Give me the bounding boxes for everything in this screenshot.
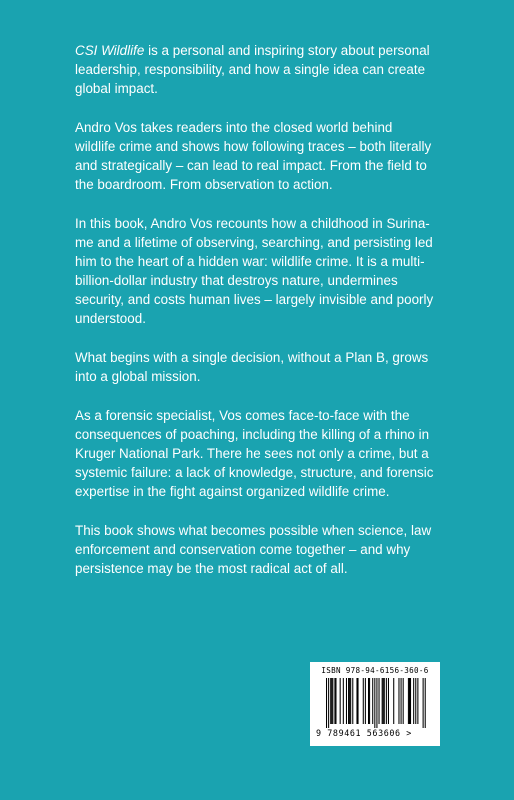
barcode-bar (393, 678, 394, 724)
barcode-bar (388, 678, 389, 724)
text-line: understood. (75, 311, 146, 326)
blurb-paragraph-2 (75, 118, 475, 194)
barcode-bar (335, 678, 336, 724)
barcode-bar (408, 678, 409, 724)
barcode-bar (398, 678, 399, 724)
barcode-bar (425, 678, 426, 728)
barcode-bar (368, 678, 369, 724)
barcode-bar (369, 678, 370, 724)
barcode-bar (331, 678, 332, 724)
text-line: and strategically – can lead to real impact. From the field to (75, 158, 427, 173)
barcode-bar (356, 678, 357, 724)
barcode-bar (374, 678, 375, 728)
text-line: leadership, responsibility, and how a single idea can create (75, 62, 426, 77)
barcode-bar (376, 678, 377, 728)
barcode-bar (365, 678, 366, 724)
blurb-paragraph-1 (75, 41, 475, 98)
barcode-bar (332, 678, 333, 724)
barcode-bar (346, 678, 347, 724)
text-line: What begins with a single decision, without a Plan B, grows (75, 350, 429, 365)
back-cover-blurb (75, 41, 475, 598)
text-line: This book shows what becomes possible when science, law (75, 523, 432, 538)
text-line: Andro Vos takes readers into the closed world behind (75, 120, 393, 135)
text-line: into a global mission. (75, 369, 201, 384)
text-line: persistence may be the most radical act of all. (75, 561, 348, 576)
barcode-bar (415, 678, 416, 724)
isbn-barcode (310, 662, 440, 746)
text-line: In this book, Andro Vos recounts how a childhood in Surina- (75, 216, 430, 231)
text-line: the boardroom. From observation to action. (75, 177, 333, 192)
barcode-bar (358, 678, 359, 724)
text-line: As a forensic specialist, Vos comes face-to-face with the (75, 408, 410, 423)
text-line: billion-dollar industry that destroys nature, undermines (75, 273, 398, 288)
barcode-bar (349, 678, 350, 724)
barcode-bar (423, 678, 424, 728)
barcode-bar (326, 678, 327, 728)
barcode-bar (403, 678, 404, 724)
barcode-bar (386, 678, 387, 724)
barcode-bar (334, 678, 335, 724)
book-title: CSI Wildlife (75, 43, 145, 58)
text-line: wildlife crime and shows how following traces – both literally (75, 139, 432, 154)
barcode-bar (363, 678, 364, 724)
text-line: consequences of poaching, including the killing of a rhino in (75, 427, 430, 442)
text-line: is a personal and inspiring story about personal (144, 43, 430, 58)
blurb-paragraph-4 (75, 348, 475, 386)
barcode-bar (384, 678, 385, 724)
barcode-bars (316, 678, 434, 728)
barcode-bar (417, 678, 418, 724)
isbn-digits: 9 789461 563606 > (316, 728, 412, 738)
barcode-bar (410, 678, 411, 724)
barcode-bar (409, 678, 410, 724)
blurb-paragraph-6 (75, 521, 475, 578)
isbn-label: ISBN 978-94-6156-360-6 (321, 666, 429, 675)
blurb-paragraph-3 (75, 214, 475, 328)
barcode-bar (343, 678, 344, 724)
text-line: security, and costs human lives – largely invisible and poorly (75, 292, 434, 307)
barcode-bar (350, 678, 351, 724)
text-line: enforcement and conservation come together – and why (75, 542, 411, 557)
barcode-bar (379, 678, 380, 724)
barcode-bar (330, 678, 331, 724)
text-line: me and a lifetime of observing, searching, and persisting led (75, 235, 433, 250)
barcode-bar (340, 678, 341, 724)
text-line: expertise in the fight against organized wildlife crime. (75, 484, 390, 499)
barcode-bar (382, 678, 383, 724)
barcode-bar (352, 678, 353, 724)
barcode-bar (383, 678, 384, 724)
blurb-paragraph-5 (75, 406, 475, 501)
barcode-bar (372, 678, 373, 724)
text-line: systemic failure: a lack of knowledge, structure, and forensic (75, 465, 434, 480)
barcode-bar (401, 678, 402, 724)
text-line: him to the heart of a hidden war: wildlife crime. It is a multi- (75, 254, 425, 269)
text-line: global impact. (75, 81, 158, 96)
text-line: Kruger National Park. There he sees not only a crime, but a (75, 446, 429, 461)
barcode-bar (413, 678, 414, 724)
barcode-bar (328, 678, 329, 728)
barcode-bar (348, 678, 349, 724)
